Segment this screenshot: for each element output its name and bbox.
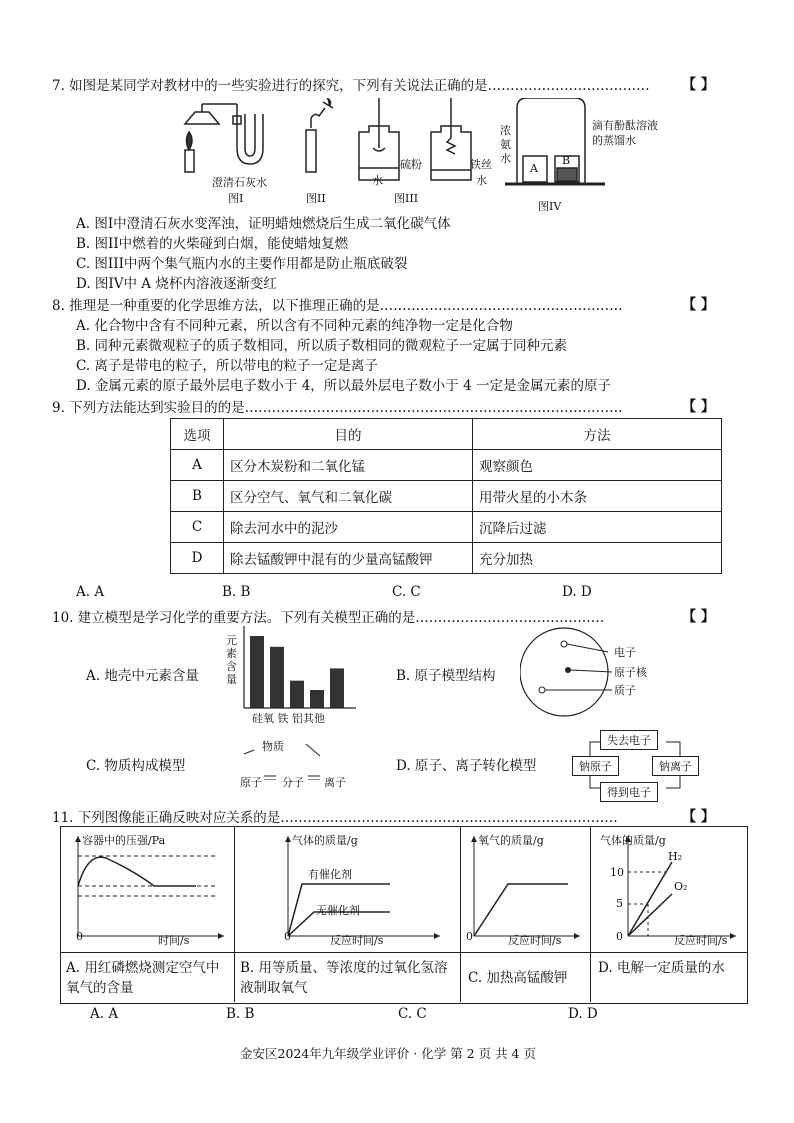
q9-answer-d: D. D — [562, 584, 592, 600]
q11-caption-c: C. 加热高锰酸钾 — [468, 970, 568, 986]
table-row — [171, 481, 722, 512]
table-cell: 用带火星的小木条 — [473, 481, 722, 512]
q9-answer-c: C. C — [392, 584, 421, 600]
q7-label-ammonia: 浓氨水 — [500, 124, 511, 165]
q11-answer-bracket: 【 】 — [682, 809, 715, 825]
q11-d-label-o2: O₂ — [674, 880, 688, 893]
q8-option-c: C. 离子是带电的粒子，所以带电的粒子一定是离子 — [76, 358, 378, 374]
q10-model-matter: 物质 — [262, 740, 284, 753]
q11-col-divider — [460, 826, 461, 1002]
q10-stem: 10. 建立模型是学习化学的重要方法。下列有关模型正确的是…………………………………… — [52, 610, 605, 626]
q11-b-origin: 0 — [284, 930, 291, 943]
q10-model-atom: 原子 — [240, 776, 262, 789]
q10-atom-nucleus: 原子核 — [614, 666, 647, 679]
q11-d-label-h2: H₂ — [668, 850, 683, 863]
q10-gain-electron-box: 得到电子 — [600, 782, 658, 802]
table-row — [171, 543, 722, 574]
q10-matter-arrows — [236, 740, 346, 780]
q10-atom-model — [520, 626, 670, 718]
q10-option-b-label: B. 原子模型结构 — [396, 668, 496, 684]
chart-bar-铁 — [290, 681, 304, 708]
q7-label-lime-water: 澄清石灰水 — [212, 176, 267, 189]
q7-label-water1: 水 — [372, 174, 383, 187]
q7-label-phenolphthalein: 滴有酚酞溶液的蒸馏水 — [592, 119, 658, 147]
table-cell: C — [171, 512, 224, 543]
q11-a-ylabel: 容器中的压强/Pa — [82, 834, 166, 847]
q8-option-b: B. 同种元素微观粒子的质子数相同，所以质子数相同的微观粒子一定属于同种元素 — [76, 338, 568, 354]
chart-bar-铝 — [310, 690, 324, 708]
q11-c-xlabel: 反应时间/s — [508, 934, 562, 947]
q11-b-xlabel: 反应时间/s — [330, 934, 384, 947]
chart-xtick-label: 铝 — [292, 712, 303, 725]
q11-answer-d: D. D — [568, 1006, 598, 1022]
q7-label-sulfur: 硫粉 — [400, 158, 422, 171]
q7-label-beaker-a: A — [530, 162, 538, 175]
q11-d-xlabel: 反应时间/s — [674, 934, 728, 947]
q7-option-b: B. 图II中燃着的火柴碰到白烟，能使蜡烛复燃 — [76, 236, 349, 252]
q7-label-fig3: 图III — [394, 192, 419, 205]
q11-b-curve-catalyst: 有催化剂 — [308, 868, 352, 881]
q9-answer-b: B. B — [222, 584, 251, 600]
table-cell: 区分木炭粉和二氧化锰 — [224, 450, 473, 481]
table-cell: 区分空气、氧气和二氧化碳 — [224, 481, 473, 512]
q7-answer-bracket: 【 】 — [682, 77, 715, 93]
q11-answer-a: A. A — [90, 1006, 119, 1022]
q11-d-ylabel: 气体的质量/g — [600, 834, 666, 847]
q7-label-fig2: 图II — [306, 192, 326, 205]
table-cell: 沉降后过滤 — [473, 512, 722, 543]
chart-xtick-label: 硅 — [252, 712, 263, 725]
table-cell: 充分加热 — [473, 543, 722, 574]
table-header-row — [171, 419, 722, 450]
q7-label-beaker-b: B — [562, 154, 571, 167]
q11-caption-b: B. 用等质量、等浓度的过氧化氢溶液制取氧气 — [240, 960, 448, 996]
q11-a-xlabel: 时间/s — [158, 934, 190, 947]
q11-c-ylabel: 氧气的质量/g — [478, 834, 544, 847]
q8-stem: 8. 推理是一种重要的化学思维方法，以下推理正确的是……………………………………………… — [52, 298, 623, 314]
q11-graph-c — [464, 832, 588, 948]
table-cell: D — [171, 543, 224, 574]
q7-label-fig4: 图IV — [538, 200, 562, 213]
q7-option-c: C. 图III中两个集气瓶内水的主要作用都是防止瓶底破裂 — [76, 256, 408, 272]
q11-caption-d: D. 电解一定质量的水 — [598, 960, 725, 976]
fig2-apparatus — [306, 98, 333, 172]
table-cell: 除去锰酸钾中混有的少量高锰酸钾 — [224, 543, 473, 574]
table-cell: 观察颜色 — [473, 450, 722, 481]
q10-atom-electron: 电子 — [614, 646, 636, 659]
q7-option-d: D. 图IV中 A 烧杯内溶液逐渐变红 — [76, 276, 277, 292]
q9-answer-bracket: 【 】 — [682, 399, 715, 415]
q10-option-c-label: C. 物质构成模型 — [86, 758, 186, 774]
q9-options-table — [170, 418, 722, 574]
table-header: 方法 — [473, 419, 722, 450]
q9-answer-a: A. A — [76, 584, 105, 600]
q10-conversion-arrows — [580, 736, 710, 796]
table-header: 选项 — [171, 419, 224, 450]
q10-sodium-ion-box: 钠离子 — [652, 756, 699, 776]
q11-b-curve-no-catalyst: 无催化剂 — [316, 904, 360, 917]
q10-atom-proton: 质子 — [614, 684, 636, 697]
q10-option-a-label: A. 地壳中元素含量 — [86, 668, 199, 684]
q11-answer-b: B. B — [226, 1006, 255, 1022]
q11-col-divider — [590, 826, 591, 1002]
q10-answer-bracket: 【 】 — [682, 609, 715, 625]
q8-answer-bracket: 【 】 — [682, 297, 715, 313]
q8-option-a: A. 化合物中含有不同种元素，所以含有不同种元素的纯净物一定是化合物 — [76, 318, 513, 334]
q11-stem: 11. 下列图像能正确反映对应关系的是………………………………………………………………… — [52, 810, 618, 826]
q10-option-d-label: D. 原子、离子转化模型 — [396, 758, 537, 774]
table-cell: 除去河水中的泥沙 — [224, 512, 473, 543]
q10-chart-ylabel: 元素含量 — [226, 634, 237, 686]
page-footer: 金安区2024年九年级学业评价 · 化学 第 2 页 共 4 页 — [240, 1046, 536, 1061]
q8-option-d: D. 金属元素的原子最外层电子数小于 4，所以最外层电子数小于 4 一定是金属元素的原子 — [76, 378, 611, 394]
q11-a-origin: 0 — [76, 930, 83, 943]
q11-graph-b — [240, 832, 456, 948]
chart-xtick-label: 氧 — [263, 712, 274, 725]
chart-xtick-label: 铁 — [277, 712, 289, 725]
table-cell: B — [171, 481, 224, 512]
q10-lose-electron-box: 失去电子 — [600, 730, 658, 750]
chart-bar-氧 — [270, 647, 284, 708]
q10-sodium-atom-box: 钠原子 — [572, 756, 619, 776]
q11-b-ylabel: 气体的质量/g — [292, 834, 358, 847]
q11-caption-divider — [60, 952, 748, 953]
q10-crust-element-chart — [240, 626, 360, 710]
q11-c-origin: 0 — [466, 930, 473, 943]
q10-model-ion: 离子 — [324, 776, 346, 789]
q7-label-wire: 铁丝 — [470, 158, 492, 171]
table-cell: A — [171, 450, 224, 481]
q11-d-tick-10: 10 — [610, 866, 624, 879]
q11-caption-a: A. 用红磷燃烧测定空气中氧气的含量 — [66, 960, 220, 996]
q9-stem: 9. 下列方法能达到实验目的的是………………………………………………………………………… — [52, 400, 623, 416]
q11-col-divider — [234, 826, 235, 1002]
q11-d-tick-5: 5 — [616, 897, 623, 910]
table-row — [171, 450, 722, 481]
fig1-apparatus — [185, 104, 263, 172]
q11-graph-a — [66, 832, 232, 948]
q11-d-origin: 0 — [616, 930, 623, 943]
q7-label-water2: 水 — [476, 174, 487, 187]
q10-model-molecule: 分子 — [282, 776, 304, 789]
chart-bar-其他 — [330, 668, 344, 708]
q7-option-a: A. 图I中澄清石灰水变浑浊，证明蜡烛燃烧后生成二氧化碳气体 — [76, 216, 451, 232]
chart-xtick-label: 其他 — [303, 712, 325, 725]
table-header: 目的 — [224, 419, 473, 450]
fig4-apparatus — [505, 98, 605, 184]
table-row — [171, 512, 722, 543]
q7-label-fig1: 图I — [228, 192, 244, 205]
chart-bar-硅 — [250, 636, 264, 708]
q7-stem: 7. 如图是某同学对教材中的一些实验进行的探究，下列有关说法正确的是……………………………… — [52, 78, 650, 94]
q10-chart-xlabels — [252, 710, 352, 726]
q11-answer-c: C. C — [398, 1006, 427, 1022]
